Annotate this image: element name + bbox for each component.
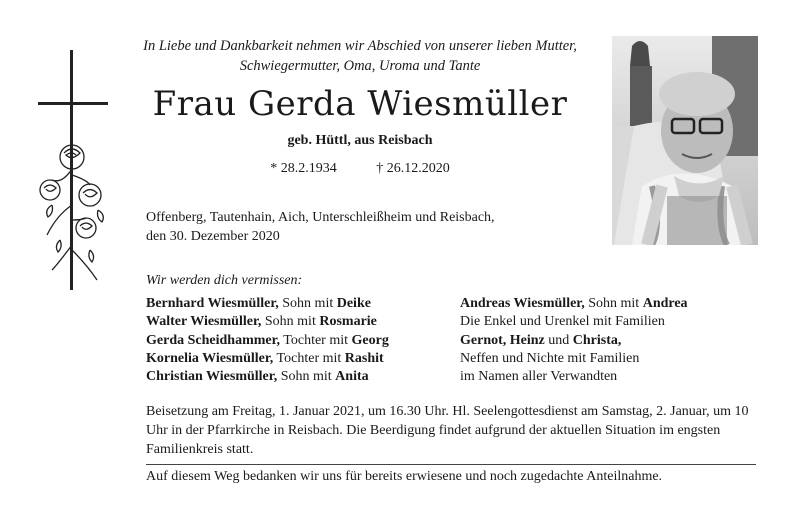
mourner-line: im Namen aller Verwandten bbox=[460, 369, 618, 385]
mourner-line: Walter Wiesmüller, Sohn mit Rosmarie bbox=[146, 314, 377, 330]
funeral-notice: Beisetzung am Freitag, 1. Januar 2021, um 16.30 Uhr. Hl. Seelengottesdienst am Samstag, 2. Januar, um 10 Uhr in der Pfarrkirche in Reisbach. Die Beerdigung findet aufgrund der aktuellen Situation im engsten Familienkreis statt. bbox=[146, 404, 749, 457]
place-and-date bbox=[146, 208, 495, 246]
thanks-text: Auf diesem Weg bedanken wir uns für bereits erwiesene und noch zugedachte Anteilnahme. bbox=[146, 469, 663, 484]
mourner-line: Gerda Scheidhammer, Tochter mit Georg bbox=[146, 332, 389, 348]
intro-line-2: Schwiegermutter, Oma, Uroma und Tante bbox=[239, 58, 481, 74]
intro-text bbox=[130, 36, 590, 76]
mourners-left bbox=[146, 295, 389, 386]
birth-info: geb. Hüttl, aus Reisbach bbox=[287, 133, 433, 148]
mourner-line: Neffen und Nichte mit Familien bbox=[460, 350, 640, 366]
places-line: Offenberg, Tautenhain, Aich, Unterschleißheim und Reisbach, bbox=[146, 210, 495, 225]
mourner-line: Bernhard Wiesmüller, Sohn mit Deike bbox=[146, 296, 371, 311]
cross-with-roses-icon bbox=[30, 45, 120, 295]
mourner-line: Die Enkel und Urenkel mit Familien bbox=[460, 314, 665, 330]
date-line: den 30. Dezember 2020 bbox=[146, 229, 280, 244]
death-date: † 26.12.2020 bbox=[376, 161, 450, 176]
mourner-line: Kornelia Wiesmüller, Tochter mit Rashit bbox=[146, 350, 384, 366]
deceased-name: Frau Gerda Wiesmüller bbox=[152, 84, 568, 124]
mourners-right bbox=[460, 295, 688, 386]
miss-heading: Wir werden dich vermissen: bbox=[146, 273, 303, 288]
portrait-photo bbox=[612, 36, 758, 245]
life-dates bbox=[130, 161, 590, 177]
birth-date: * 28.2.1934 bbox=[270, 161, 337, 176]
mourner-line: Christian Wiesmüller, Sohn mit Anita bbox=[146, 369, 369, 385]
intro-line-1: In Liebe und Dankbarkeit nehmen wir Abschied von unserer lieben Mutter, bbox=[143, 38, 577, 54]
divider bbox=[146, 464, 756, 465]
mourner-line: Gernot, Heinz und Christa, bbox=[460, 332, 622, 348]
mourner-line: Andreas Wiesmüller, Sohn mit Andrea bbox=[460, 296, 688, 311]
